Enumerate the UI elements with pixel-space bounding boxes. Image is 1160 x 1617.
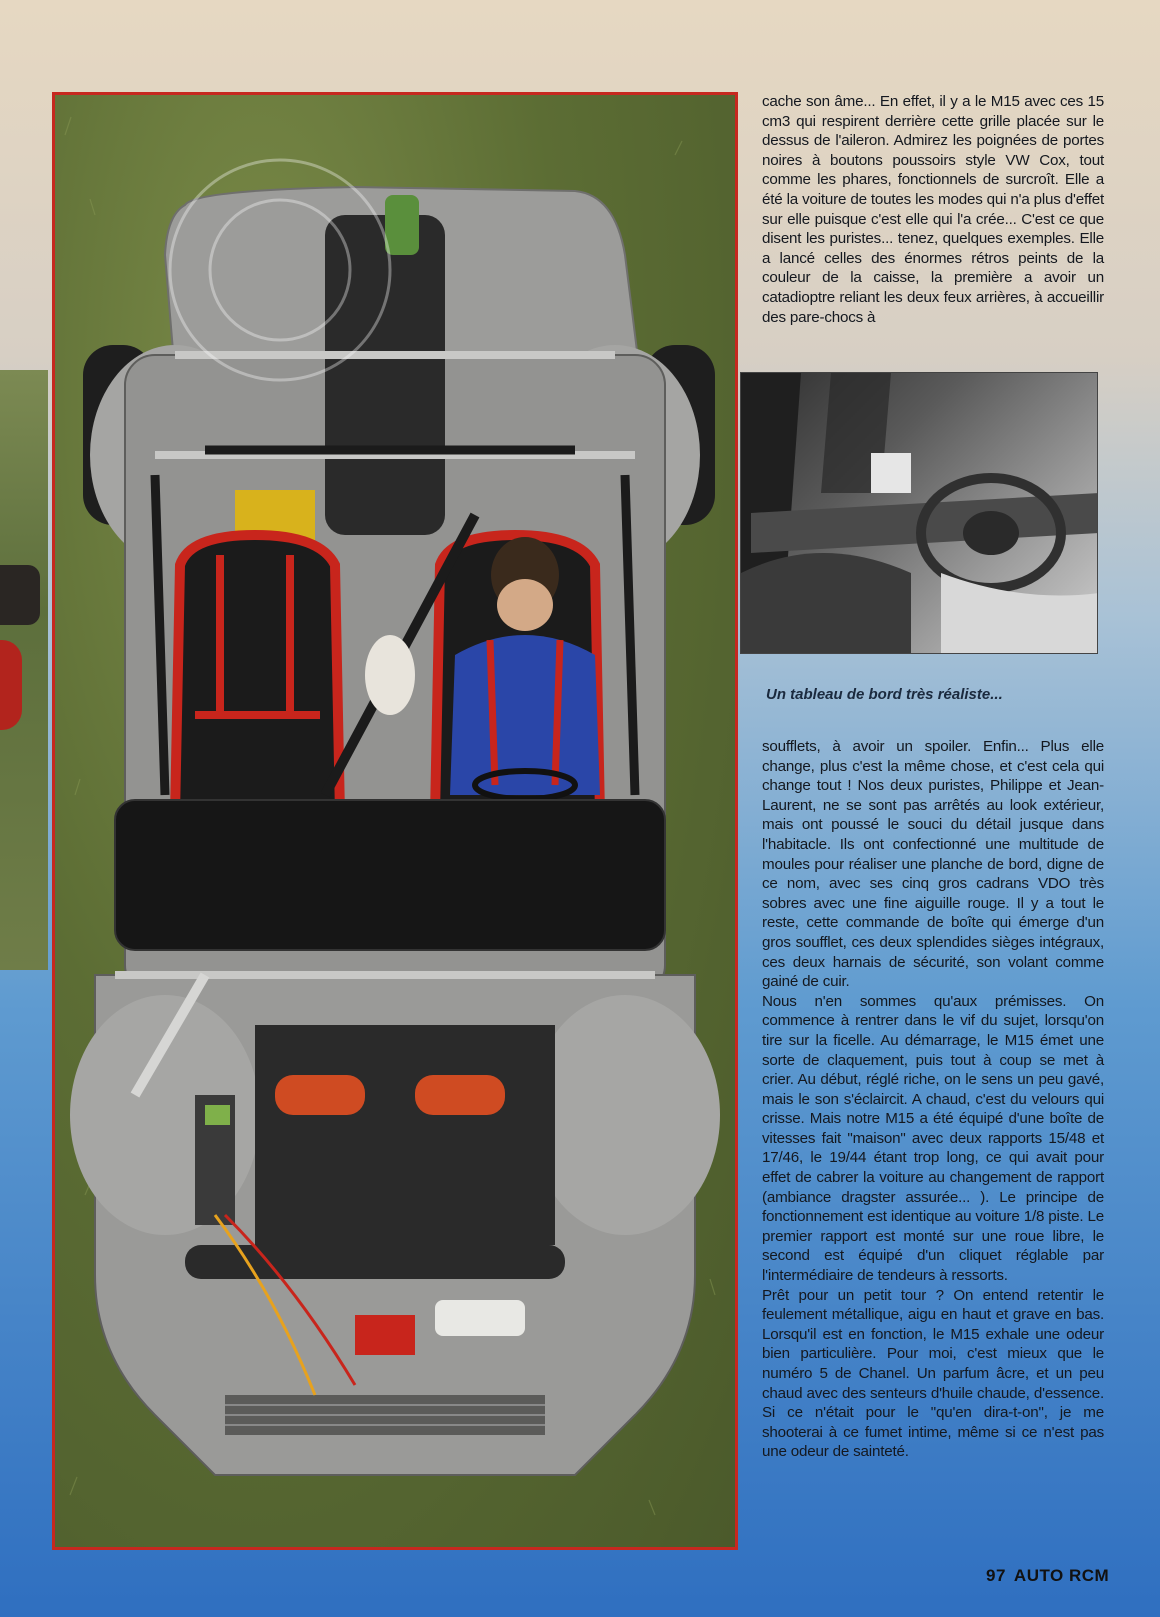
rc-car-illustration (55, 95, 735, 1547)
article-text-top (762, 92, 1104, 368)
photo-caption: Un tableau de bord très réaliste... (766, 686, 1003, 703)
dashboard-photo (740, 372, 1098, 654)
article-text-bottom (762, 737, 1104, 1582)
paragraph-3: Prêt pour un petit tour ? On entend retentir le feulement métallique, aigu en haut et grave en bas. Lorsqu'il est en fonction, le M15 exhale une odeur bien particulière. Pour moi, c'est mieux que le numéro 5 de Chanel. Un parfum âcre, et un peu chaud avec des senteurs d'huile chaude, d'essence. Si ce n'était pour le "qu'en dira-t-on", je me shooterai à ce fumet intime, même si ce n'est pas une odeur de sainteté. (762, 1286, 1104, 1461)
car-edge-dark (0, 565, 40, 625)
paragraph-top: cache son âme... En effet, il y a le M15 avec ces 15 cm3 qui respirent derrière cette grille placée sur le dessus de l'aileron. Admirez les poignées de portes noires à boutons poussoirs style VW Cox, tout comme les phares, fonctionnels de surcroît. Elle a été la voiture de toutes les modes qui n'a plus d'effet sur elle puisque c'est elle qui l'a crée... C'est ce que disent les puristes... tenez, quelques exemples. Elle a lancé celles des énormes rétros peints de la couleur de la caisse, la première a avoir un catadioptre reliant les deux feux arrières, à accueillir des pare-chocs à (762, 93, 1104, 326)
page-footer (986, 1566, 1109, 1586)
page-number: 97 (986, 1566, 1006, 1585)
paragraph-2: Nous n'en sommes qu'aux prémisses. On commence à rentrer dans le vif du sujet, lorsqu'on tire sur la ficelle. Au démarrage, le M15 émet une sorte de claquement, puis tout à coup se met à crier. Au début, réglé riche, on le sens un peu gavé, mais le son s'éclaircit. A chaud, c'est du velours qui crisse. Mais notre M15 a été équipé d'une boîte de vitesses fait "maison" avec deux rapports 15/48 et 17/46, le 19/44 étant trop long, ce qui avait pour effet de cabrer la voiture au changement de rapport (ambiance dragster assurée... ). Le principe de fonctionnement est identique au voiture 1/8 piste. Le premier rapport est monté sur une roue libre, le second est équipé d'un cliquet réglable par l'intermédiaire de tendeurs à ressorts. (762, 992, 1104, 1285)
paragraph-1: soufflets, à avoir un spoiler. Enfin... Plus elle change, plus c'est la même chose, et c'est cela qui change tout ! Nos deux puristes, Philippe et Jean-Laurent, ne se sont pas arrêtés au look extérieur, mais ont poussé le souci du détail jusque dans l'habitacle. Ils ont confectionné une multitude de moules pour réaliser une planche de bord, digne de ce nom, avec ses cinq gros cadrans VDO très sobres avec une fine aiguille rouge. Il y a tout le reste, cette commande de boîte qui émerge d'un gros soufflet, ces deux splendides sièges intégraux, ces deux harnais de sécurité, son volant comme gainé de cuir. (762, 738, 1104, 991)
dashboard-illustration (741, 373, 1098, 654)
car-edge-red (0, 640, 22, 730)
magazine-name: AUTO RCM (1013, 1566, 1110, 1585)
main-photo-rc-car-top-view (52, 92, 738, 1550)
left-edge-photo (0, 370, 48, 970)
